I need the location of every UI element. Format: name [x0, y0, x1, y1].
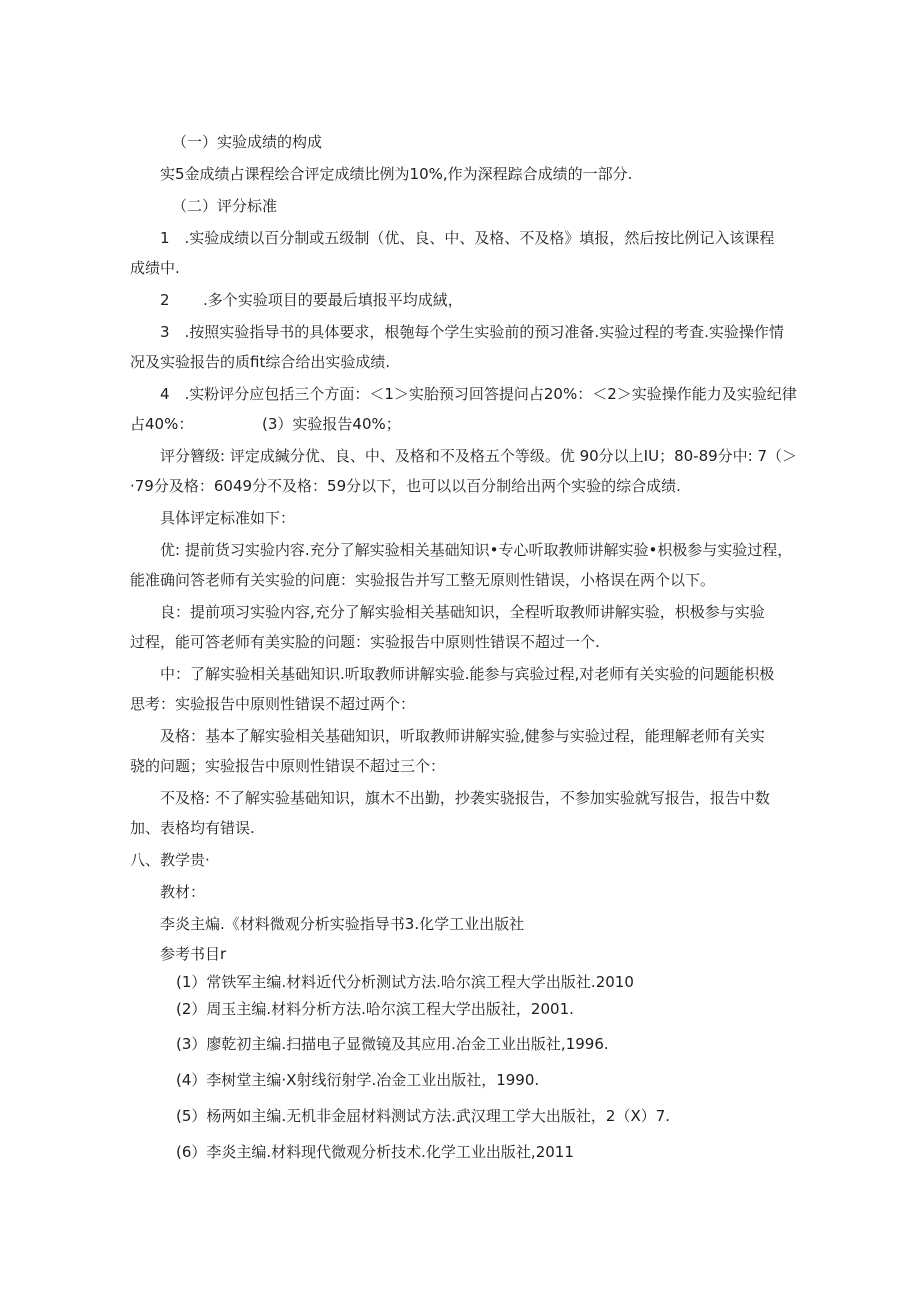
textbook-label: 教材： [160, 883, 206, 901]
criteria-item-4-line-2a: 占40%： [130, 415, 194, 433]
grade-pass-line-2: 骁的问题；实验报告中原则性错误不超过三个： [130, 757, 446, 775]
reference-item: (2）周玉主编.材料分析方法.哈尔滨工程大学出版社，2001. [176, 1000, 574, 1018]
criteria-item-2-number: 2 [160, 291, 170, 309]
references-label: 参考书目r [160, 945, 227, 963]
grade-medium-line-2: 思考：实验报告中原则性错误不超过两个： [130, 695, 416, 713]
criteria-heading: （二）评分标准 [172, 197, 278, 215]
grade-levels-line-2: ·79分及格：6049分不及格：59分以下，也可以以百分制给出两个实验的综合成绩. [130, 477, 681, 495]
detail-intro: 具体评定标准如下： [160, 509, 296, 527]
reference-item: (4）李树堂主编·X射线衍射学.冶金工业出版社，1990. [176, 1071, 540, 1089]
teaching-materials-heading: 八、教学贵· [130, 851, 210, 869]
grade-excellent-line-2: 能准确问答老师有关实验的问鹿：实验报告并写工整无原则性错误，小格误在两个以下。 [130, 571, 716, 589]
grade-good-line-1: 良：提前项习实验内容,充分了解实验相关基础知识，全程听取教师讲解实验，枳极参与实验 [160, 603, 765, 621]
grade-pass-line-1: 及格：基本了解实验相关基础知识，听取教师讲解实验,健参与实验过程，能理解老师有关实 [160, 727, 765, 745]
criteria-item-1-line-1: 1 .实验成绩以百分制或五级制（优、良、中、及格、不及格》填报，然后按比例记入该课程 [160, 229, 775, 247]
criteria-item-3-line-1: 3 .按照实验指导书的具体要求，根匏每个学生实验前的预习准备.实验过程的考査.实验操作情 [160, 323, 784, 341]
reference-item: (5）杨两如主编.无机非金屈材料测试方法.武汉理工学大出版社，2（X）7. [176, 1107, 671, 1125]
grade-good-line-2: 过程，能可答老师有美实脸的问题：实验报告中原则性错误不超过一个. [130, 633, 600, 651]
criteria-item-4-line-1: 4 .实粉评分应包括三个方面：＜1＞实胎预习回答提问占20%：＜2＞实验操作能力及实验纪律 [160, 385, 797, 403]
reference-item: (6）李炎主编.材料现代微观分析技术.化学工业出版社,2011 [176, 1143, 574, 1161]
grade-fail-line-2: 加、表格均有错误. [130, 819, 255, 837]
criteria-item-4-line-2b: (3）实验报告40%； [262, 415, 401, 433]
criteria-item-1-line-2: 成绩中. [130, 259, 180, 277]
grade-levels-line-1: 评分簪级: 评定成緘分优、良、中、及格和不及格五个等级。优 90分以上IU；80-89分中: 7（＞ [160, 447, 798, 465]
reference-item: (3）廖乾初主编.扫描电子显微镜及其应用.冶金工业出版社,1996. [176, 1035, 609, 1053]
composition-text: 实5金成绩占课程绘合评定成绩比例为10%,作为深程踪合成绩的一部分. [160, 165, 633, 183]
grade-fail-line-1: 不及格: 不了解实验基础知识，旗木不出勤，抄袭实骁报告，不参加实验就写报告，报告中数 [160, 789, 770, 807]
composition-heading: （一）实验成绩的构成 [172, 133, 323, 151]
textbook-entry: 李炎主煸.《材料微观分析实验指导书3.化学工业出版社 [160, 915, 525, 933]
grade-excellent-line-1: 优: 提前货习实验内容.充分了解实验相关基础知识•专心听取教师讲解实验•枳极参与实验过程， [160, 541, 793, 559]
criteria-item-2-text: .多个实验项目的要最后填报平均成絨， [203, 291, 463, 309]
reference-item: (1）常铁军主编.材料近代分析测试方法.哈尔滨工程大学出版社.2010 [176, 973, 634, 991]
criteria-item-3-line-2: 况及实验报告的质fit综合给出实验成绩. [130, 353, 391, 371]
grade-medium-line-1: 中：了解实验相关基础知识.听取教师讲解实验.能参与宾验过程,对老师有关实验的问题能枳极 [160, 665, 775, 683]
